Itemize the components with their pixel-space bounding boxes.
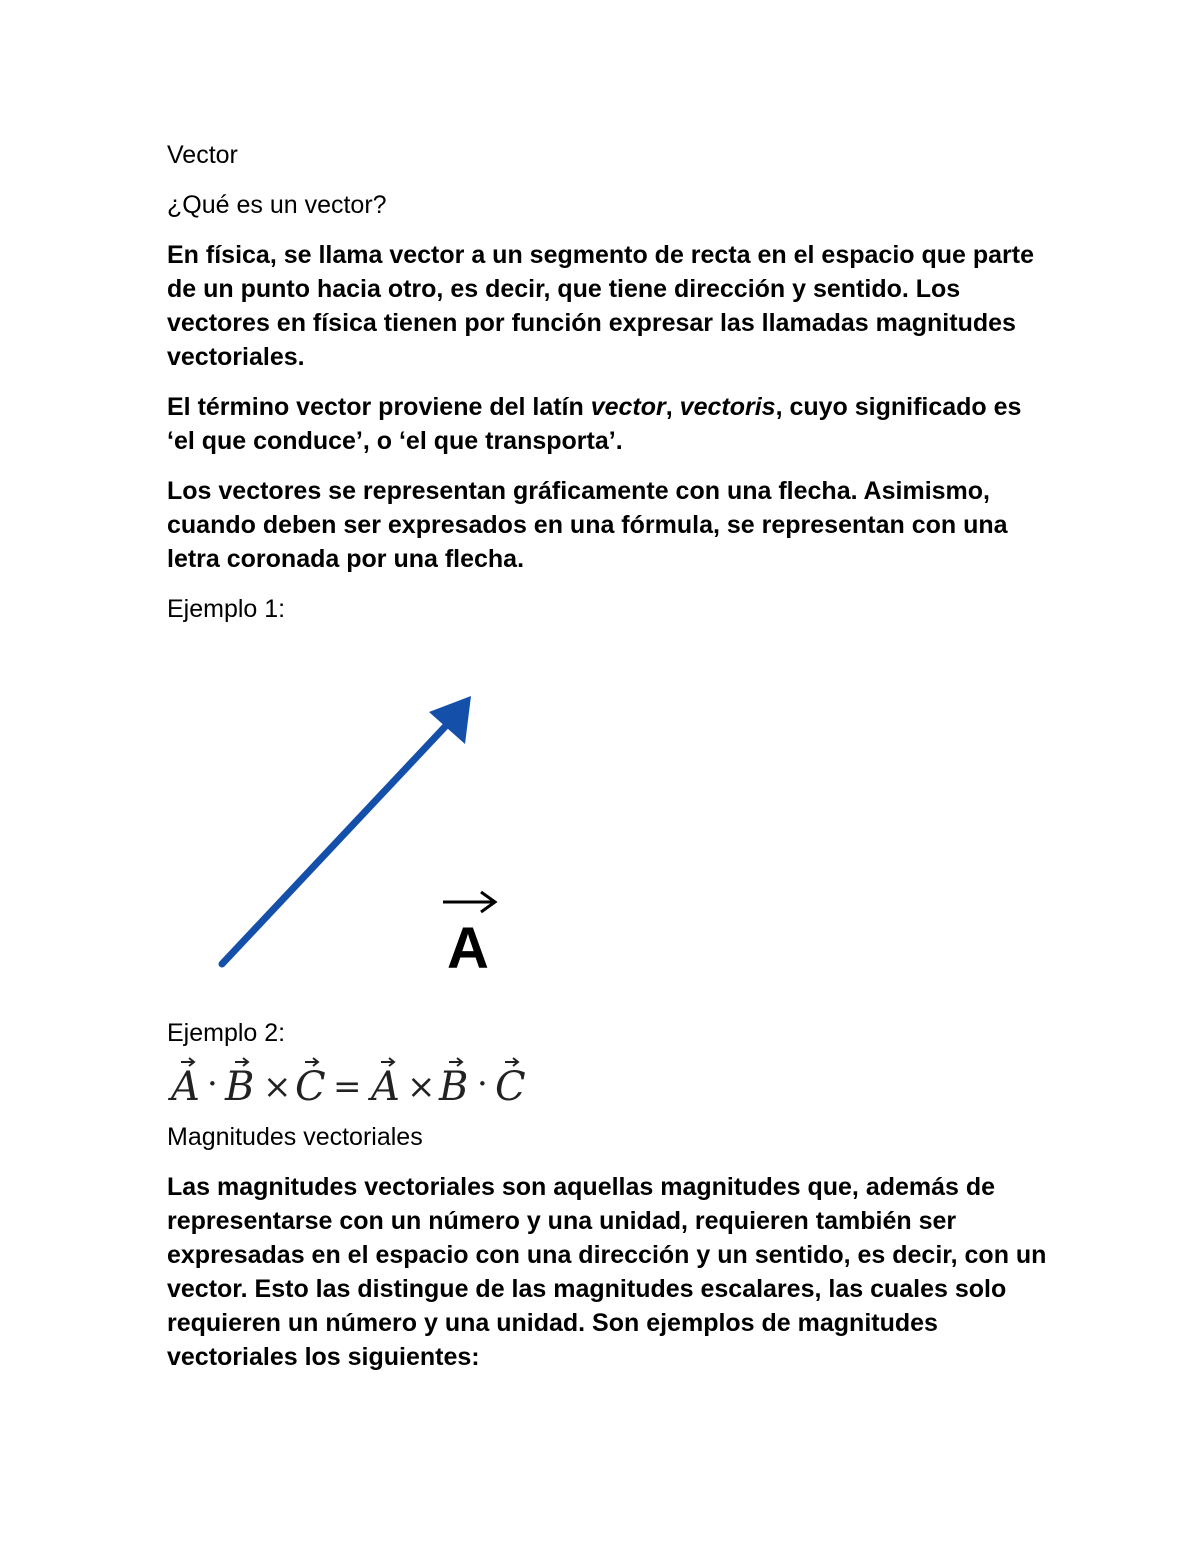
document-title: Vector [167, 141, 238, 169]
example1-label: Ejemplo 1: [167, 595, 286, 623]
formula-letter-c2: C [495, 1064, 526, 1110]
question-heading: ¿Qué es un vector? [167, 191, 387, 219]
formula-term-b1 [224, 1058, 254, 1110]
formula-term-c2 [495, 1058, 526, 1110]
formula-letter-a2: A [371, 1064, 400, 1110]
formula-op-equals: = [333, 1067, 362, 1107]
etymology-text-1: El término vector proviene del latín [167, 393, 591, 421]
example2-label: Ejemplo 2: [167, 1019, 286, 1047]
paragraph-magnitudes: Las magnitudes vectoriales son aquellas magnitudes que, además de representarse con un número y una unidad, requieren también ser expresadas en el espacio con una dirección y un sentido, es decir, con un vector. Esto las distingue de las magnitudes escalares, las cuales solo requieren un número y una unidad. Son ejemplos de magnitudes vectoriales los siguientes: [167, 1173, 1047, 1371]
formula-op-cross1: × [263, 1067, 292, 1107]
vector-formula-svg [167, 1050, 567, 1120]
vector-figure [167, 626, 1047, 1016]
vector-letter: A [447, 916, 489, 981]
vector-formula [167, 1050, 1047, 1120]
etymology-text-3: , cuyo significado es ‘el que conduce’, o ‘el que transporta’. [167, 393, 1022, 455]
formula-letter-b2: B [439, 1064, 469, 1110]
etymology-italic-vector: vector [590, 393, 666, 421]
formula-letter-a1: A [171, 1064, 200, 1110]
document-content [167, 138, 1047, 1374]
vector-arrow-shaft [222, 714, 457, 964]
formula-term-c1 [295, 1058, 326, 1110]
section-title-magnitudes: Magnitudes vectoriales [167, 1123, 423, 1151]
paragraph-definition: En física, se llama vector a un segmento de recta en el espacio que parte de un punto hacia otro, es decir, que tiene dirección y sentido. Los vectores en física tienen por función expresar las llamadas magnitudes vectoriales. [167, 241, 1035, 371]
formula-term-a2 [367, 1058, 400, 1110]
formula-op-cross2: × [407, 1067, 436, 1107]
formula-letter-b1: B [225, 1064, 255, 1110]
paragraph-etymology [167, 390, 1047, 458]
formula-op-dot2: · [477, 1064, 488, 1104]
formula-term-a1 [167, 1058, 200, 1110]
formula-letter-c1: C [295, 1064, 326, 1110]
vector-arrow-illustration [167, 626, 1047, 1016]
paragraph-representation: Los vectores se representan gráficamente con una flecha. Asimismo, cuando deben ser expresados en una fórmula, se representan con una letra coronada por una flecha. [167, 477, 1008, 573]
etymology-italic-vectoris: vectoris [679, 393, 776, 421]
formula-op-dot1: · [207, 1064, 218, 1104]
etymology-text-2: , [665, 393, 680, 421]
formula-term-b2 [438, 1058, 468, 1110]
